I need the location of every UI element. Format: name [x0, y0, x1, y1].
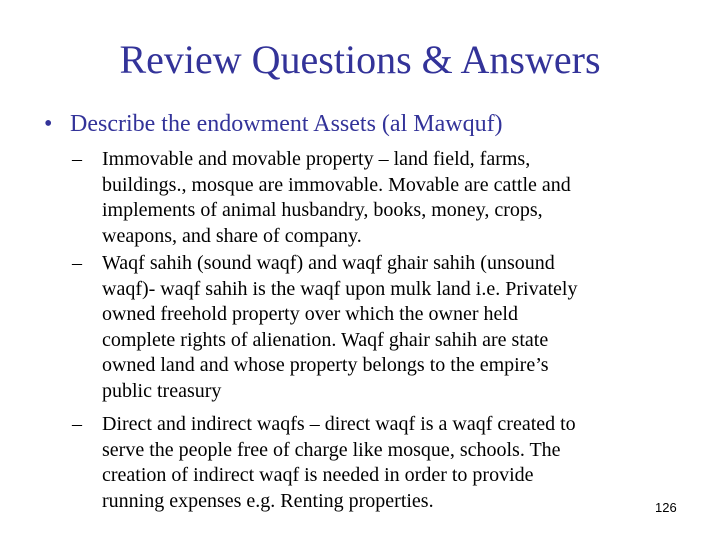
sub-item-immovable-movable	[72, 147, 702, 249]
sub-item-line: complete rights of alienation. Waqf ghair sahih are state	[102, 328, 549, 351]
slide-title: Review Questions & Answers	[119, 37, 601, 82]
sub-item-line: Direct and indirect waqfs – direct waqf is a waqf created to	[102, 413, 576, 435]
bullet-text: Describe the endowment Assets (al Mawquf)	[70, 111, 503, 137]
sub-item-marker: –	[72, 413, 82, 435]
sub-item-line: public treasury	[102, 379, 222, 402]
sub-item-direct-indirect	[72, 412, 702, 514]
sub-item-line: buildings., mosque are immovable. Movable are cattle and	[102, 173, 571, 196]
sub-item-line: Waqf sahih (sound waqf) and waqf ghair sahih (unsound	[102, 252, 555, 274]
bullet-item	[44, 110, 694, 138]
sub-item-line: serve the people free of charge like mosque, schools. The	[102, 438, 561, 461]
sub-item-line: weapons, and share of company.	[102, 224, 362, 247]
sub-item-line: implements of animal husbandry, books, money, crops,	[102, 199, 543, 221]
bullet-marker: •	[44, 111, 53, 137]
sub-item-waqf-sahih	[72, 251, 702, 404]
sub-item-line: owned freehold property over which the owner held	[102, 303, 518, 325]
sub-item-line: creation of indirect waqf is needed in order to provide	[102, 464, 534, 486]
sub-item-line: waqf)- waqf sahih is the waqf upon mulk land i.e. Privately	[102, 277, 578, 300]
sub-item-line: owned land and whose property belongs to the empire’s	[102, 354, 549, 376]
sub-item-marker: –	[72, 148, 82, 170]
sub-item-line: running expenses e.g. Renting properties.	[102, 489, 434, 512]
page-number: 126	[655, 500, 677, 515]
sub-item-line: Immovable and movable property – land field, farms,	[102, 148, 531, 170]
sub-item-marker: –	[72, 252, 82, 274]
